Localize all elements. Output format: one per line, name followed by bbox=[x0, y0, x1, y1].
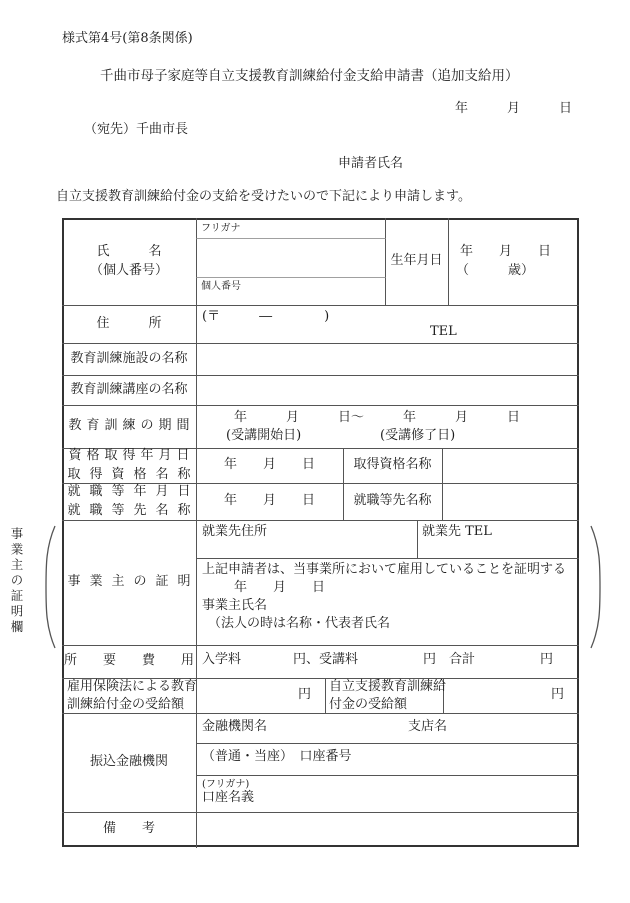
facility-label: 教育訓練施設の名称 bbox=[70, 350, 188, 366]
employer-label-cell bbox=[62, 520, 200, 645]
employment-name-cell bbox=[343, 483, 442, 520]
address-label-cell bbox=[62, 305, 196, 343]
remarks-label-cell bbox=[62, 812, 196, 847]
course-label: 教育訓練講座の名称 bbox=[70, 381, 188, 397]
addressee: （宛先）千曲市長 bbox=[84, 122, 189, 137]
personal-number-label: （個人番号） bbox=[89, 262, 168, 278]
period-start-note: (受講開始日) bbox=[226, 428, 302, 443]
period-label: 教育訓練の期間 bbox=[68, 418, 195, 434]
insurance-label-line1: 雇用保険法による教育 bbox=[67, 679, 198, 694]
corporate-note: （法人の時は名称・代表者氏名 bbox=[208, 616, 391, 631]
employment-name-label: 就職等先名称 bbox=[353, 493, 432, 509]
insurance-amount-cell bbox=[196, 678, 325, 713]
left-bracket bbox=[41, 523, 59, 651]
furigana-label: フリガナ bbox=[201, 223, 241, 234]
certification-date: 年 月 日 bbox=[234, 580, 326, 595]
insurance-yen-unit: 円 bbox=[297, 687, 311, 703]
birthdate-value-cell bbox=[448, 218, 578, 305]
employment-date-label: 就職等年月日 bbox=[67, 484, 200, 500]
period-dates: 年 月 日～ 年 月 日 bbox=[234, 410, 521, 425]
qualification-date: 年 月 日 bbox=[223, 457, 315, 473]
employer-certification-side-label: 事業主の証明欄 bbox=[9, 527, 24, 636]
bank-account-line: （普通・当座） 口座番号 bbox=[202, 749, 352, 764]
period-end-note: (受講修了日) bbox=[380, 428, 456, 443]
birthdate-age: （ 歳） bbox=[456, 262, 535, 278]
application-table bbox=[62, 218, 579, 848]
cost-label-cell bbox=[62, 645, 196, 678]
postal-code-area: (〒 ― ) bbox=[202, 309, 330, 324]
employment-label-cell bbox=[62, 483, 200, 520]
course-label-cell bbox=[62, 375, 196, 405]
employment-date-cell bbox=[196, 483, 343, 520]
address-label: 住 所 bbox=[96, 315, 162, 331]
name-label-cell bbox=[62, 218, 196, 305]
selfsupport-label-cell bbox=[325, 678, 447, 713]
qualification-name-label: 取得資格名称 bbox=[353, 457, 432, 473]
qualification-label-cell bbox=[62, 448, 200, 483]
insurance-label-cell bbox=[62, 678, 196, 713]
qualification-date-cell bbox=[196, 448, 343, 483]
work-address-label: 就業先住所 bbox=[202, 524, 268, 539]
bank-label-cell bbox=[62, 713, 196, 812]
bank-branch-label: 支店名 bbox=[408, 719, 448, 734]
page-title: 千曲市母子家庭等自立支援教育訓練給付金支給申請書（追加支給用） bbox=[100, 68, 519, 84]
form-number: 様式第4号(第8条関係) bbox=[62, 31, 193, 46]
qualification-name-label-left: 取得資格名称 bbox=[67, 466, 200, 482]
birthdate-ymd: 年 月 日 bbox=[460, 244, 552, 260]
work-tel-label: 就業先 TEL bbox=[422, 524, 492, 539]
cost-label: 所 要 費 用 bbox=[63, 653, 194, 669]
employer-certification-label: 事業主の証明 bbox=[67, 574, 200, 590]
date-line: 年 月 日 bbox=[455, 101, 573, 116]
applicant-name-label: 申請者氏名 bbox=[338, 156, 404, 171]
period-label-cell bbox=[62, 405, 196, 448]
selfsupport-yen-unit: 円 bbox=[550, 687, 564, 703]
name-label: 氏 名 bbox=[96, 244, 162, 260]
birthdate-label: 生年月日 bbox=[390, 253, 443, 269]
remarks-label: 備 考 bbox=[102, 821, 155, 837]
employment-date: 年 月 日 bbox=[223, 493, 315, 509]
employer-statement: 上記申請者は、当事業所において雇用していることを証明する bbox=[202, 562, 567, 577]
selfsupport-amount-cell bbox=[443, 678, 578, 713]
employer-name-label: 事業主氏名 bbox=[202, 598, 268, 613]
qualification-name-cell bbox=[343, 448, 442, 483]
selfsupport-label-line2: 付金の受給額 bbox=[329, 697, 408, 713]
facility-label-cell bbox=[62, 343, 196, 375]
account-furigana-label: (フリガナ) bbox=[202, 779, 250, 790]
id-number-label: 個人番号 bbox=[201, 281, 241, 292]
birthdate-label-cell bbox=[385, 218, 448, 305]
insurance-label-line2: 訓練給付金の受給額 bbox=[67, 697, 185, 713]
account-holder-label: 口座名義 bbox=[202, 790, 255, 805]
bank-label: 振込金融機関 bbox=[89, 754, 168, 770]
right-bracket bbox=[587, 523, 605, 651]
bank-institution-label: 金融機関名 bbox=[202, 719, 268, 734]
tel-label: TEL bbox=[430, 324, 457, 339]
cost-content: 入学料 円、受講料 円 合計 円 bbox=[202, 652, 554, 667]
qualification-date-label: 資格取得年月日 bbox=[68, 448, 195, 464]
selfsupport-label-line1: 自立支援教育訓練給 bbox=[329, 679, 447, 694]
intro-sentence: 自立支援教育訓練給付金の支給を受けたいので下記により申請します。 bbox=[56, 189, 471, 204]
employment-name-label-left: 就職等先名称 bbox=[67, 502, 200, 518]
